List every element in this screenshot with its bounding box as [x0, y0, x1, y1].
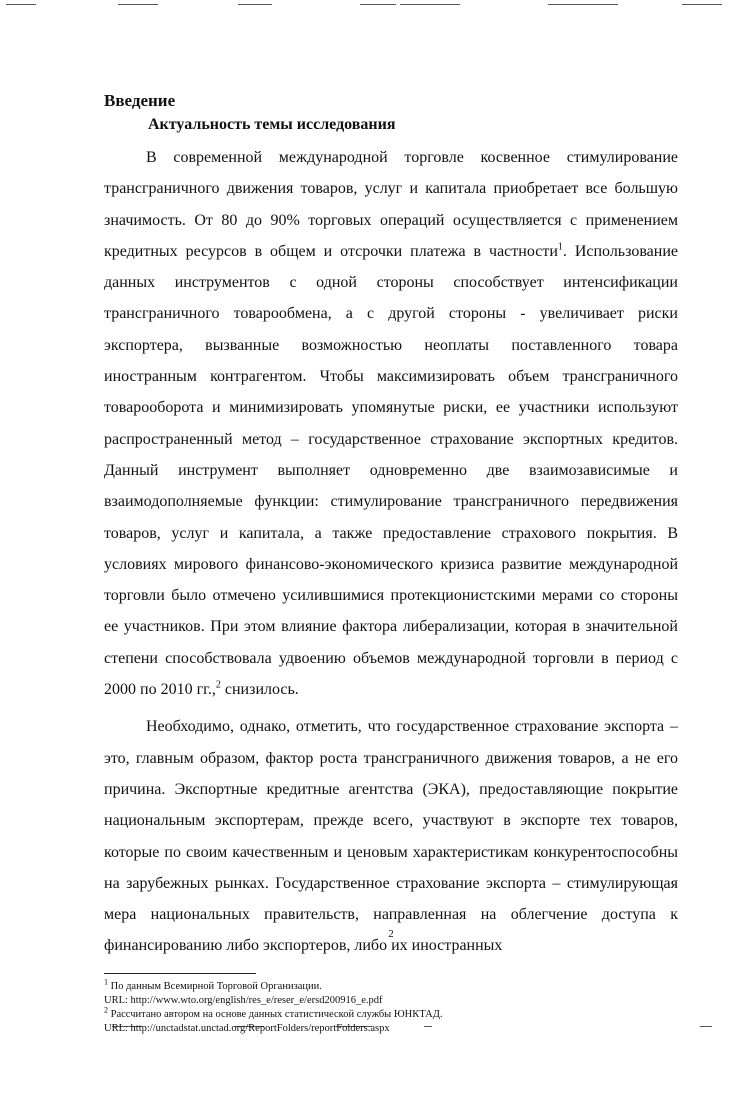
- footnote-text: Рассчитано автором на основе данных статистической службы ЮНКТАД.: [108, 1008, 443, 1020]
- footnote-line: [104, 1022, 678, 1036]
- scan-edge-mark: [682, 4, 722, 5]
- paragraph-1-text-a: В современной международной торговле косвенное стимулирование трансграничного движения товаров, услуг и капитала приобретает все большую значимость. От 80 до 90% торговых операций осуществляется с применением кредитных ресурсов в общем и отсрочки платежа в частности: [104, 149, 678, 260]
- scan-edge-mark: [700, 1026, 712, 1027]
- scan-edge-mark: [400, 4, 460, 5]
- scan-edge-mark: [238, 4, 272, 5]
- footnote-mark: 2: [104, 1005, 108, 1015]
- footnote-line: [104, 1005, 678, 1022]
- scan-edge-mark: [548, 4, 618, 5]
- footnotes: [104, 977, 678, 1036]
- body-paragraph-2: Необходимо, однако, отметить, что государственное страхование экспорта – это, главным образом, фактор роста трансграничного движения товаров, а не его причина. Экспортные кредитные агентства (ЭКА), предоставляющие покрытие национальным экспортерам, прежде всего, участвуют в экспорте тех товаров, которые по своим качественным и ценовым характеристикам конкурентоспособны на зарубежных рынках. Государственное страхование экспорта – стимулирующая мера национальных правительств, направленная на облегчение доступа к финансированию либо экспортеров, либо их иностранных: [104, 718, 678, 955]
- footnote-text: По данным Всемирной Торговой Организации.: [108, 980, 322, 992]
- footnote-mark: 1: [104, 977, 108, 987]
- footnote-text: URL: http://unctadstat.unctad.org/ReportFolders/reportFolders.aspx: [104, 1022, 390, 1034]
- footnote-line: [104, 977, 678, 994]
- paragraph-1-text-b: . Использование данных инструментов с одной стороны способствует интенсификации трансграничного товарообмена, а с другой стороны - увеличивает риски экспортера, вызванные возможностью неоплаты поставленного товара иностранным контрагентом. Чтобы максимизировать объем трансграничного товарооборота и минимизировать упомянутые риски, ее участники используют распространенный метод – государственное страхование экспортных кредитов. Данный инструмент выполняет одновременно две взаимозависимые и взаимодополняемые функции: стимулирование трансграничного передвижения товаров, услуг и капитала, а также предоставление страхового покрытия. В условиях мирового финансово-экономического кризиса развитие международной торговли было отмечено усилившимися протекционистскими мерами со стороны ее участников. При этом влияние фактора либерализации, которая в значительной степени способствовала удвоению объемов международной торговли в период с 2000 по 2010 гг.,: [104, 242, 679, 699]
- section-heading: Введение: [104, 91, 176, 110]
- footnote-line: [104, 994, 678, 1008]
- subsection-heading: Актуальность темы исследования: [148, 116, 396, 133]
- body-paragraph-1: [104, 142, 678, 705]
- footnote-separator: [104, 973, 256, 974]
- footnote-ref-2: 2: [215, 679, 221, 691]
- scan-edge-mark: [360, 4, 396, 5]
- footnote-ref-1: 1: [557, 241, 563, 253]
- scan-edge-mark: [6, 4, 36, 5]
- page-number: 2: [388, 928, 394, 940]
- document-page: [104, 90, 678, 1036]
- scan-edge-mark: [118, 4, 158, 5]
- paragraph-1-text-c: снизилось.: [220, 681, 299, 699]
- footnote-text: URL: http://www.wto.org/english/res_e/reser_e/ersd200916_e.pdf: [104, 994, 383, 1006]
